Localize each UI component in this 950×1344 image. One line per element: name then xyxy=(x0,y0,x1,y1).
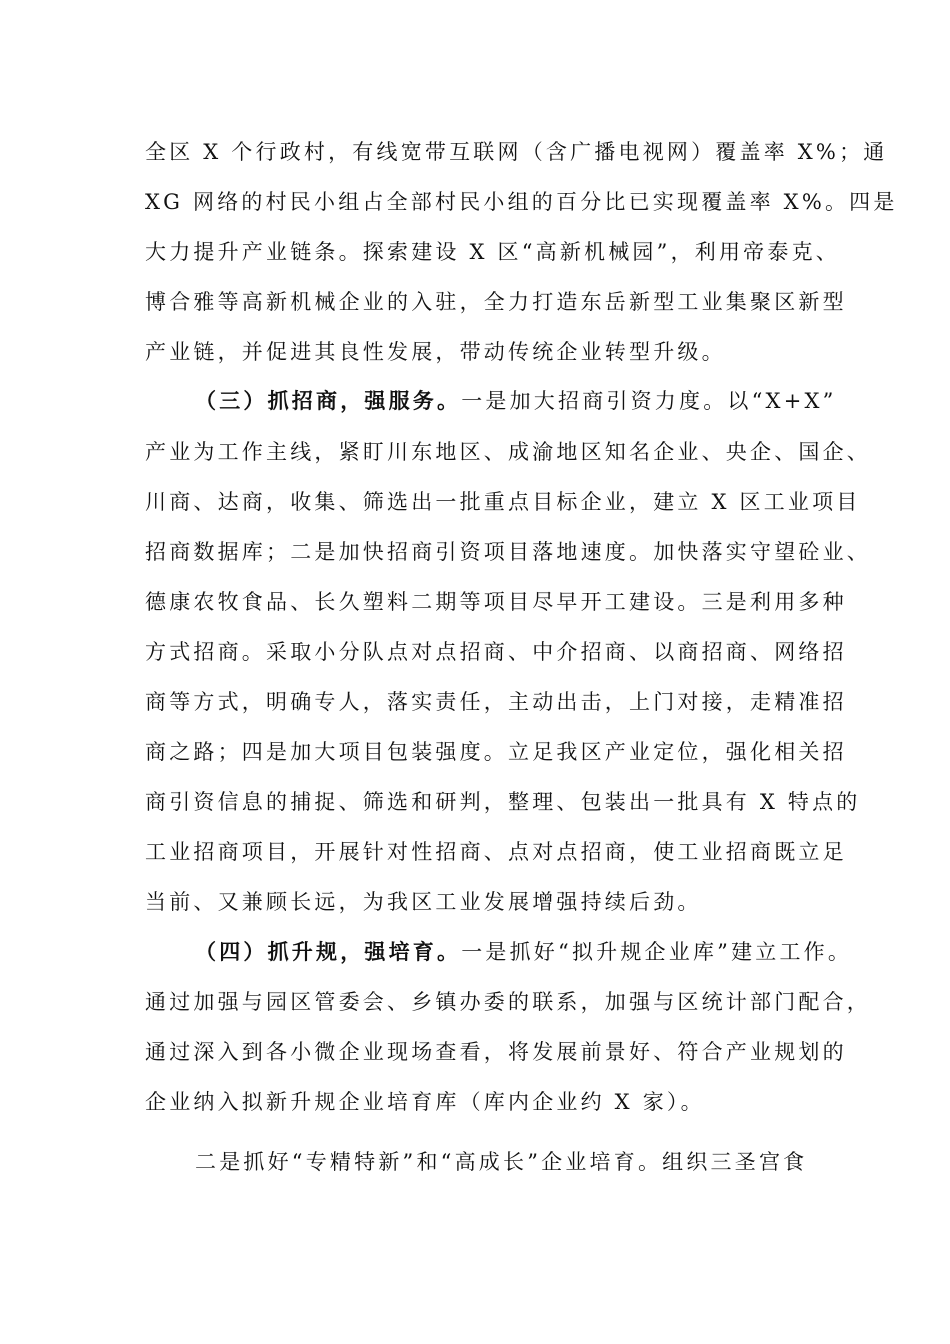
paragraph-2-line-4: 招商数据库；二是加快招商引资项目落地速度。加快落实守望砼业、 xyxy=(145,540,871,564)
paragraph-2-line-9: 商引资信息的捕捉、筛选和研判，整理、包装出一批具有 X 特点的 xyxy=(145,790,861,814)
paragraph-3-line-3: 通过深入到各小微企业现场查看，将发展前景好、符合产业规划的 xyxy=(145,1040,847,1064)
paragraph-2-line-1-text: 一是加大招商引资力度。以“X+X” xyxy=(461,389,837,413)
paragraph-2-line-8: 商之路；四是加大项目包装强度。立足我区产业定位，强化相关招 xyxy=(145,740,847,764)
section-heading-4: （四）抓升规，强培育。 xyxy=(195,939,462,964)
paragraph-2-line-7: 商等方式，明确专人，落实责任，主动出击，上门对接，走精准招 xyxy=(145,690,847,714)
paragraph-2-line-1 xyxy=(195,386,837,416)
paragraph-1-line-5: 产业链，并促进其良性发展，带动传统企业转型升级。 xyxy=(145,340,726,364)
paragraph-3-line-4: 企业纳入拟新升规企业培育库（库内企业约 X 家）。 xyxy=(145,1090,705,1114)
paragraph-4-line-1: 二是抓好“专精特新”和“高成长”企业培育。组织三圣宫食 xyxy=(195,1150,808,1174)
paragraph-2-line-2: 产业为工作主线，紧盯川东地区、成渝地区知名企业、央企、国企、 xyxy=(145,440,871,464)
paragraph-3-line-1-text: 一是抓好“拟升规企业库”建立工作。 xyxy=(461,940,853,964)
paragraph-1-line-4: 博合雅等高新机械企业的入驻，全力打造东岳新型工业集聚区新型 xyxy=(145,290,847,314)
paragraph-3-line-1 xyxy=(195,937,852,967)
paragraph-2-line-3: 川商、达商，收集、筛选出一批重点目标企业，建立 X 区工业项目 xyxy=(145,490,861,514)
paragraph-2-line-11: 当前、又兼顾长远，为我区工业发展增强持续后劲。 xyxy=(145,890,702,914)
paragraph-1-line-1: 全区 X 个行政村，有线宽带互联网（含广播电视网）覆盖率 X%；通 xyxy=(145,140,888,164)
paragraph-1-line-2: XG 网络的村民小组占全部村民小组的百分比已实现覆盖率 X%。四是 xyxy=(145,190,898,214)
paragraph-2-line-6: 方式招商。采取小分队点对点招商、中介招商、以商招商、网络招 xyxy=(145,640,847,664)
paragraph-2-line-5: 德康农牧食品、长久塑料二期等项目尽早开工建设。三是利用多种 xyxy=(145,590,847,614)
paragraph-2-line-10: 工业招商项目，开展针对性招商、点对点招商，使工业招商既立足 xyxy=(145,840,847,864)
paragraph-1-line-3: 大力提升产业链条。探索建设 X 区“高新机械园”，利用帝泰克、 xyxy=(145,240,840,264)
paragraph-3-line-2: 通过加强与园区管委会、乡镇办委的联系，加强与区统计部门配合， xyxy=(145,990,871,1014)
section-heading-3: （三）抓招商，强服务。 xyxy=(195,388,462,413)
